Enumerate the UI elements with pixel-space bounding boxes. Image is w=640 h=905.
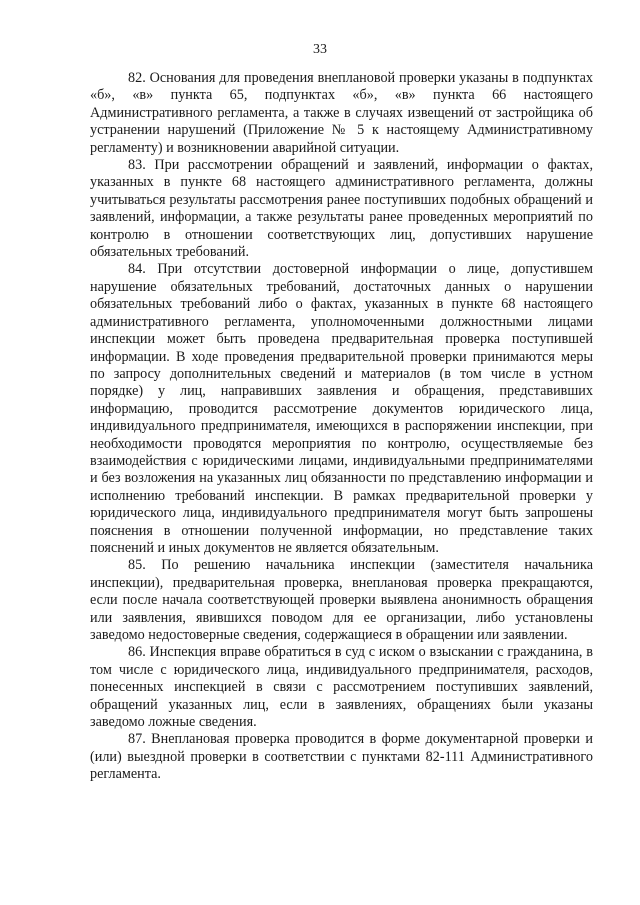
paragraph-83: 83. При рассмотрении обращений и заявлений, информации о фактах, указанных в пункте 68 настоящего административного регламента, должны учитываться результаты рассмотрения ранее поступивших подобных обращений и заявлений, информации, а также результаты ранее проведенных мероприятий по контролю в отношении соответствующих лиц, допустивших нарушение обязательных требований.: [90, 157, 593, 261]
document-body: [90, 70, 593, 784]
paragraph-87: 87. Внеплановая проверка проводится в форме документарной проверки и (или) выездной проверки в соответствии с пунктами 82-111 Административного регламента.: [90, 731, 593, 783]
page-number: 33: [313, 42, 327, 57]
paragraph-82: 82. Основания для проведения внеплановой проверки указаны в подпунктах «б», «в» пункта 65, подпунктах «б», «в» пункта 66 настоящего Административного регламента, а также в случаях извещений от застройщика об устранении нарушений (Приложение № 5 к настоящему Административному регламенту) и возникновении аварийной ситуации.: [90, 70, 593, 156]
paragraph-84: 84. При отсутствии достоверной информации о лице, допустившем нарушение обязательных требований, достаточных данных о нарушении обязательных требований либо о фактах, указанных в пункте 68 настоящего административного регламента, уполномоченными должностными лицами инспекции может быть проведена предварительная проверка поступившей информации. В ходе проведения предварительной проверки принимаются меры по запросу дополнительных сведений и материалов (в том числе в устном порядке) у лиц, направивших заявления и обращения, представивших информацию, проводится рассмотрение документов юридического лица, индивидуального предпринимателя, имеющихся в распоряжении инспекции, при необходимости проводятся мероприятия по контролю, осуществляемые без взаимодействия с юридическими лицами, индивидуальными предпринимателями и без возложения на указанных лиц обязанности по представлению информации и исполнению требований инспекции. В рамках предварительной проверки у юридического лица, индивидуального предпринимателя могут быть запрошены пояснения в отношении полученной информации, но представление таких пояснений и иных документов не является обязательным.: [90, 261, 593, 556]
paragraph-86: 86. Инспекция вправе обратиться в суд с иском о взыскании с гражданина, в том числе с юридического лица, индивидуального предпринимателя, расходов, понесенных инспекцией в связи с рассмотрением поступивших заявлений, обращений указанных лиц, если в заявлениях, обращениях были указаны заведомо ложные сведения.: [90, 644, 593, 731]
paragraph-85: 85. По решению начальника инспекции (заместителя начальника инспекции), предварительная проверка, внеплановая проверка прекращаются, если после начала соответствующей проверки выявлена анонимность обращения или заявления, явившихся поводом для ее организации, либо установлены заведомо недостоверные сведения, содержащиеся в обращении или заявлении.: [90, 557, 593, 643]
